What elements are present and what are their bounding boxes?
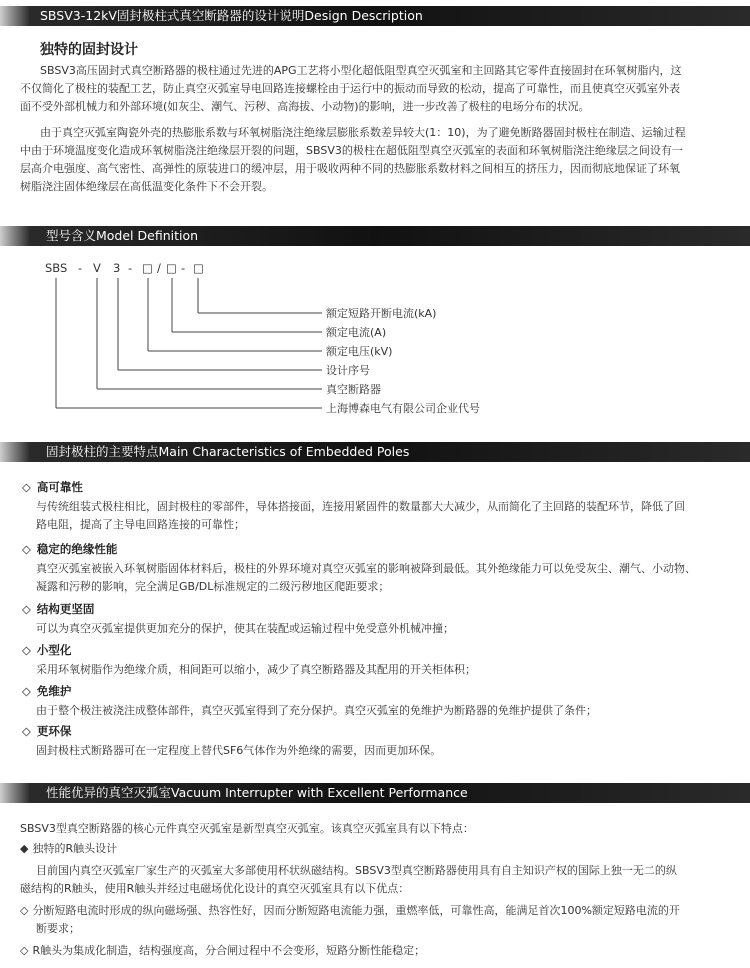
feature-title: ◇ 免维护 <box>22 684 72 698</box>
paragraph-line: 树脂浇注固体绝缘层在高低温变化条件下不会开裂。 <box>20 180 273 193</box>
section-header-embedded-poles <box>0 442 750 462</box>
section-title: SBSV3-12kV固封极柱式真空断路器的设计说明Design Description <box>40 8 423 23</box>
model-label: 设计序号 <box>326 364 370 377</box>
diamond-icon: ◇ <box>22 724 31 738</box>
paragraph-line: 中由于环境温度变化造成环氧树脂浇注绝缘层开裂的问题，SBSV3的极柱在超低阻型真空灭弧室的表面和环氧树脂浇注绝缘层之间设有一 <box>20 144 683 157</box>
section-header-design-description <box>0 6 750 26</box>
point-line: ◇ R触头为集成化制造，结构强度高，分合闸过程中不会变形，短路分断性能稳定； <box>20 944 426 957</box>
section-header-model-definition <box>0 226 750 246</box>
feature-title: ◇ 结构更坚固 <box>22 602 95 616</box>
diamond-icon: ◇ <box>22 480 31 494</box>
model-definition-diagram <box>0 256 750 426</box>
model-label: 额定电流(A) <box>326 326 387 339</box>
bullet-title: ◆ 独特的R触头设计 <box>20 842 118 855</box>
feature-line: 由于整个极注被浇注成整体部件，真空灭弧室得到了充分保护。真空灭弧室的免维护为断路器的免维护提供了条件； <box>36 704 597 717</box>
feature-line: 采用环氧树脂作为绝缘介质，相间距可以缩小，减少了真空断路器及其配用的开关柜体积； <box>36 663 476 676</box>
section-title: 型号含义Model Definition <box>46 228 199 243</box>
feature-title: ◇ 更环保 <box>22 724 72 738</box>
model-label: 额定电压(kV) <box>326 345 393 358</box>
feature-line: 真空灭弧室被嵌入环氧树脂固体材料后，极柱的外界环境对真空灭弧室的影响被降到最低。其外绝缘能力可以免受灰尘、潮气、小动物、 <box>36 562 696 575</box>
paragraph-line: SBSV3高压固封式真空断路器的极柱通过先进的APG工艺将小型化超低阻型真空灭弧室和主回路其它零件直接固封在环氧树脂内，这 <box>40 64 682 77</box>
paragraph-line: 面不受外部机械力和外部环境(如灰尘、潮气、污秽、高海拔、小动物)的影响，进一步改善了极柱的电场分布的状况。 <box>20 100 590 113</box>
bullet-line: 磁结构的R触头，使用R触头并经过电磁场优化设计的真空灭弧室具有以下优点： <box>20 882 410 895</box>
code-part: SBS <box>45 261 68 275</box>
subsection-title: 独特的固封设计 <box>40 42 138 58</box>
feature-line: 凝露和污秽的影响，完全满足GB/DL标准规定的二级污秽地区爬距要求； <box>36 580 390 593</box>
model-label: 额定短路开断电流(kA) <box>326 307 437 320</box>
feature-title: ◇ 高可靠性 <box>22 480 83 494</box>
code-part: 3 <box>113 261 121 275</box>
code-part: - <box>78 261 83 275</box>
code-part: □ <box>193 261 204 275</box>
bullet-line: 目前国内真空灭弧室厂家生产的灭弧室大多部使用杯状纵磁结构。SBSV3型真空断路器使用具有自主知识产权的国际上独一无二的纵 <box>36 864 677 877</box>
code-part: □ <box>142 261 153 275</box>
paragraph-line: 层高介电强度、高气密性、高弹性的原装进口的缓冲层，用于吸收两种不同的热膨胀系数材料之间相互的挤压力，因而彻底地保证了环氧 <box>20 162 680 175</box>
section-header-vacuum-interrupter <box>0 783 750 803</box>
point-line: 断要求； <box>36 922 80 935</box>
paragraph-line: 由于真空灭弧室陶瓷外壳的热膨胀系数与环氧树脂浇注绝缘层膨胀系数差异较大(1：10)，为了避免断路器固封极柱在制造、运输过程 <box>40 126 686 139</box>
diamond-icon: ◇ <box>22 542 31 556</box>
section-title: 固封极柱的主要特点Main Characteristics of Embedded Poles <box>46 444 410 459</box>
diamond-icon: ◇ <box>22 602 31 616</box>
code-part: V <box>93 261 101 275</box>
model-label: 真空断路器 <box>326 383 381 396</box>
feature-line: 与传统组装式极柱相比，固封极柱的零部件，导体搭接面，连接用紧固件的数量都大大减少，从而简化了主回路的装配环节，降低了回 <box>36 500 685 513</box>
diamond-icon: ◇ <box>22 684 31 698</box>
feature-title: ◇ 小型化 <box>22 643 72 657</box>
model-label: 上海博森电气有限公司企业代号 <box>326 402 480 415</box>
intro-line: SBSV3型真空断路器的核心元件真空灭弧室是新型真空灭弧室。该真空灭弧室具有以下特点： <box>20 822 474 835</box>
code-part: / <box>157 261 161 275</box>
feature-title: ◇ 稳定的绝缘性能 <box>22 542 118 556</box>
feature-line: 可以为真空灭弧室提供更加充分的保护，使其在装配或运输过程中免受意外机械冲撞； <box>36 622 454 635</box>
feature-line: 路电阻，提高了主导电回路连接的可靠性； <box>36 518 245 531</box>
code-part: □ <box>166 261 177 275</box>
filled-diamond-icon: ◆ <box>20 842 29 855</box>
diamond-icon: ◇ <box>20 944 29 957</box>
code-part: - <box>128 261 133 275</box>
point-line: ◇ 分断短路电流时形成的纵向磁场强、热容性好，因而分断短路电流能力强，重燃率低，可靠性高，能满足首次100%额定短路电流的开 <box>20 904 680 917</box>
paragraph-line: 不仅简化了极柱的装配工艺，防止真空灭弧室导电回路连接螺栓由于运行中的振动而导致的松动，提高了可靠性，而且使真空灭弧室外表 <box>20 82 680 95</box>
diamond-icon: ◇ <box>20 904 29 917</box>
feature-line: 固封极柱式断路器可在一定程度上替代SF6气体作为外绝缘的需要，因而更加环保。 <box>36 744 442 757</box>
section-title: 性能优异的真空灭弧室Vacuum Interrupter with Excellent Performance <box>46 785 468 800</box>
code-part: - <box>181 261 186 275</box>
diamond-icon: ◇ <box>22 643 31 657</box>
